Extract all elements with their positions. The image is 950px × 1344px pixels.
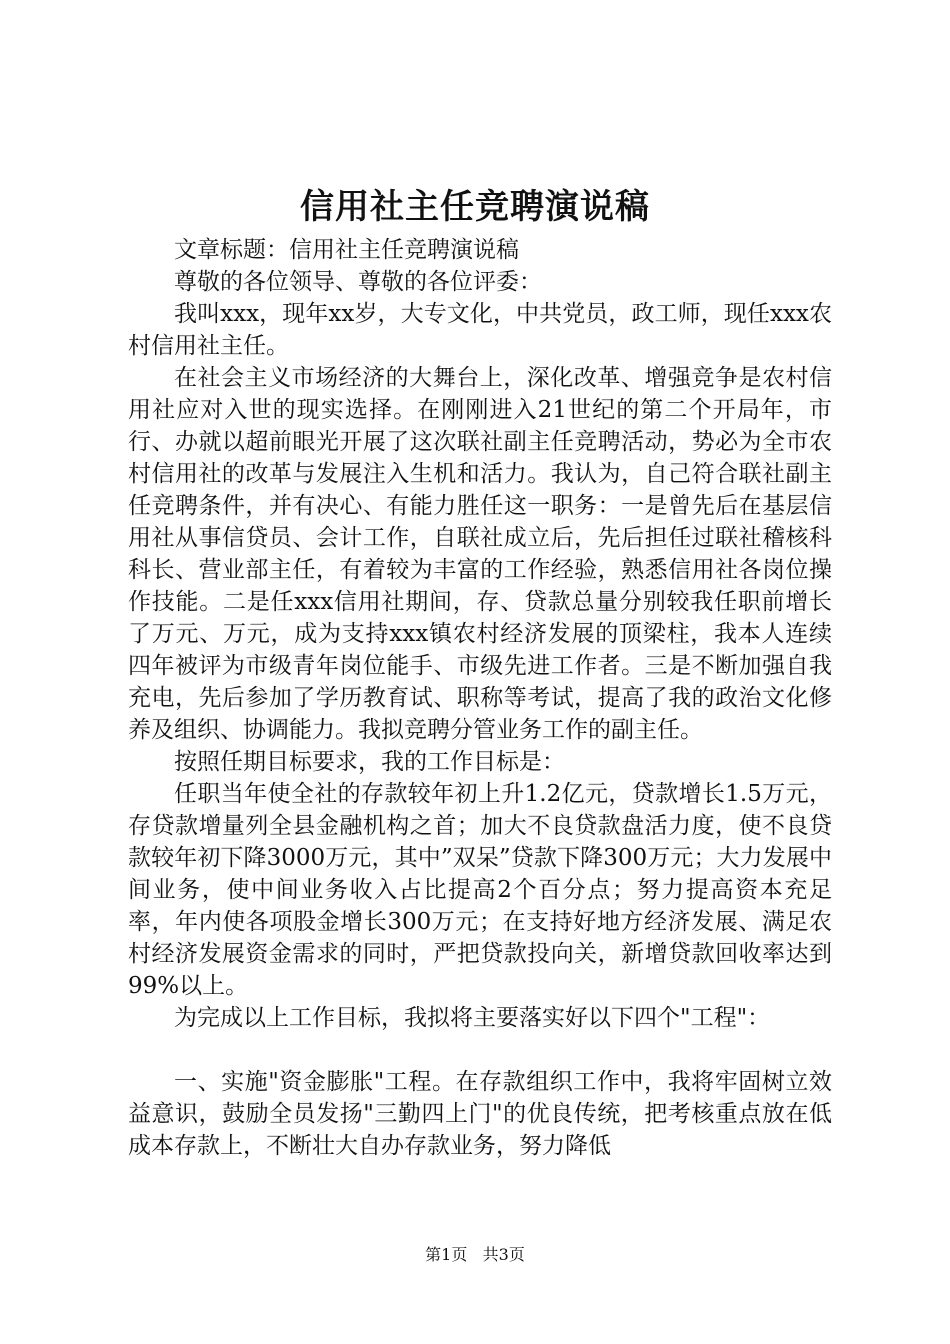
page-footer [0, 1243, 950, 1267]
paragraph-article-title: 文章标题：信用社主任竞聘演说稿 [174, 237, 519, 263]
footer-spacer [472, 1245, 477, 1264]
document-body [128, 234, 832, 1162]
paragraph-projects-intro: 为完成以上工作目标，我拟将主要落实好以下四个"工程"： [174, 1005, 771, 1031]
document-title: 信用社主任竞聘演说稿 [300, 187, 650, 227]
paragraph-self-intro: 我叫xxx，现年xx岁，大专文化，中共党员，政工师，现任xxx农村信用社主任。 [128, 301, 832, 359]
paragraph-goals: 任职当年使全社的存款较年初上升1.2亿元，贷款增长1.5万元，存贷款增量列全县金融机构之首；加大不良贷款盘活力度，使不良贷款较年初下降3000万元，其中”双呆”贷款下降300万元；大力发展中间业务，使中间业务收入占比提高2个百分点；努力提高资本充足率，年内使各项股金增长300万元；在支持好地方经济发展、满足农村经济发展资金需求的同时，严把贷款投向关，新增贷款回收率达到99%以上。 [128, 781, 832, 999]
page-number: 第1页 [425, 1245, 468, 1264]
paragraph-salutation: 尊敬的各位领导、尊敬的各位评委： [174, 269, 542, 295]
page-total: 共3页 [482, 1245, 525, 1264]
paragraph-qualifications: 在社会主义市场经济的大舞台上，深化改革、增强竞争是农村信用社应对入世的现实选择。在刚刚进入21世纪的第二个开局年，市行、办就以超前眼光开展了这次联社副主任竞聘活动，势必为全市农村信用社的改革与发展注入生机和活力。我认为，自己符合联社副主任竞聘条件，并有决心、有能力胜任这一职务：一是曾先后在基层信用社从事信贷员、会计工作，自联社成立后，先后担任过联社稽核科科长、营业部主任，有着较为丰富的工作经验，熟悉信用社各岗位操作技能。二是任xxx信用社期间，存、贷款总量分别较我任职前增长了万元、万元，成为支持xxx镇农村经济发展的顶梁柱，我本人连续四年被评为市级青年岗位能手、市级先进工作者。三是不断加强自我充电，先后参加了学历教育试、职称等考试，提高了我的政治文化修养及组织、协调能力。我拟竞聘分管业务工作的副主任。 [128, 365, 832, 743]
paragraph-goals-intro: 按照任期目标要求，我的工作目标是： [174, 749, 565, 775]
paragraph-project-one: 一、实施"资金膨胀"工程。在存款组织工作中，我将牢固树立效益意识，鼓励全员发扬"三勤四上门"的优良传统，把考核重点放在低成本存款上，不断壮大自办存款业务，努力降低 [128, 1069, 832, 1159]
